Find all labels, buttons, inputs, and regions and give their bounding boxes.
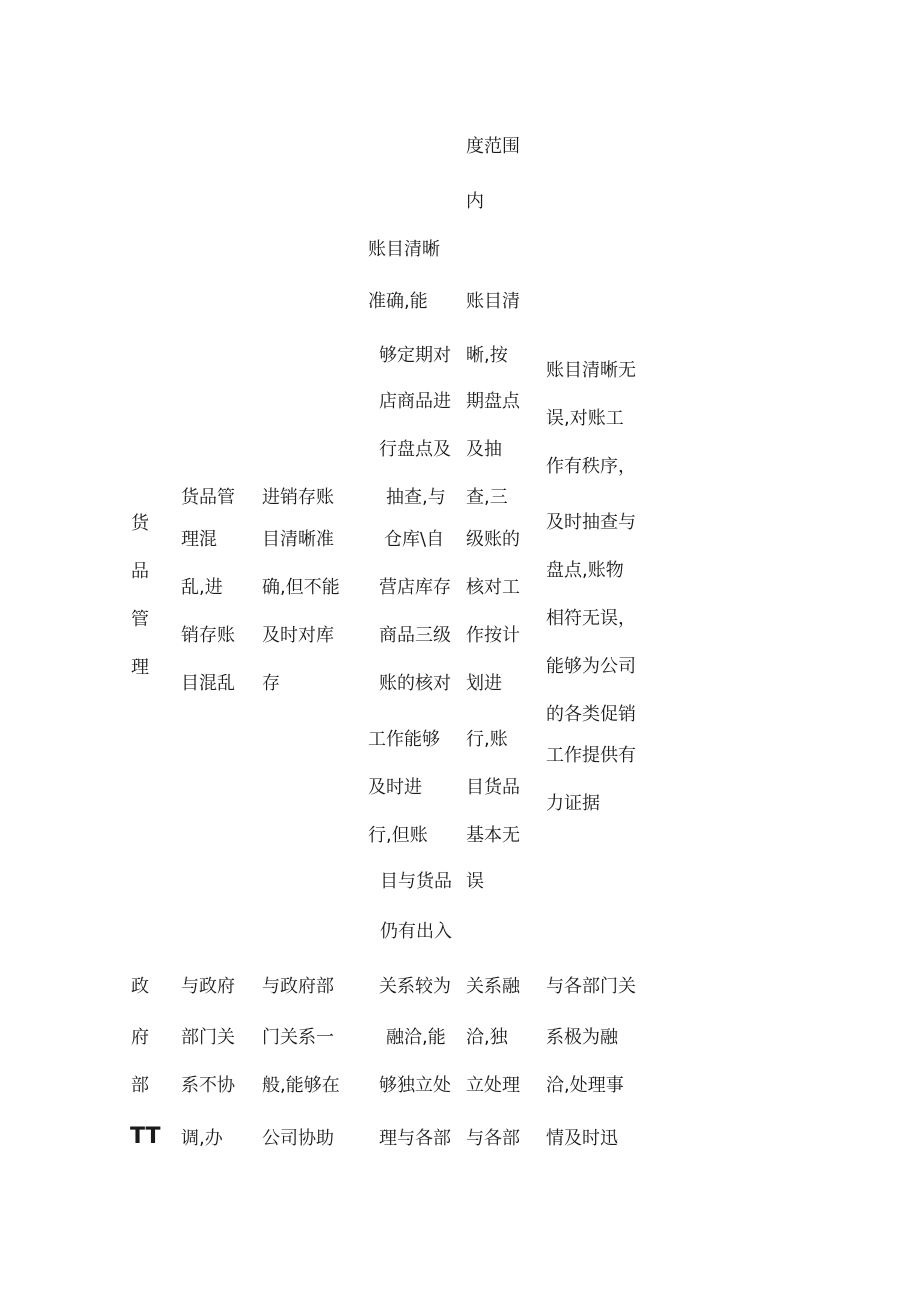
cell-line: 工作提供有 (546, 745, 636, 766)
cell-line: 账目清 (466, 291, 520, 312)
cell-line: 及时抽查与 (546, 512, 636, 533)
cell-line: 内 (466, 191, 484, 212)
cell-line: 度范围 (466, 136, 520, 157)
cell-line: 晰,按 (466, 345, 508, 366)
cell-line: 账目清晰无 (546, 360, 636, 381)
cell-line: 理 (131, 657, 149, 678)
cell-line: 管 (131, 609, 149, 630)
cell-line: 与政府部 (262, 976, 334, 997)
cell-line: 洽,独 (466, 1027, 508, 1048)
cell-line: 公司协助 (262, 1128, 334, 1149)
cell-line: 行,但账 (368, 825, 428, 846)
cell-line: 相符无误， (546, 608, 636, 629)
cell-line: 的各类促销 (546, 704, 636, 725)
cell-line: 店商品进 (379, 391, 451, 412)
cell-line: 部 (131, 1075, 149, 1096)
cell-line: 系不协 (181, 1075, 235, 1096)
cell-line: 融洽,能 (386, 1027, 446, 1048)
cell-line: 期盘点 (466, 391, 520, 412)
cell-line: 基本无 (466, 825, 520, 846)
cell-line: 力证据 (546, 793, 600, 814)
cell-line: 能够为公司 (546, 656, 636, 677)
cell-line: 货品管 (181, 487, 235, 508)
cell-line: 进销存账 (262, 487, 334, 508)
cell-line: 行盘点及 (379, 439, 451, 460)
cell-line: 抽查,与 (386, 487, 446, 508)
cell-line: 理混 (181, 529, 217, 550)
cell-line: 品 (131, 561, 149, 582)
cell-line: 仍有出入 (380, 921, 452, 942)
cell-line: TT (130, 1124, 161, 1149)
cell-line: 及时进 (368, 777, 422, 798)
cell-line: 关系融 (466, 976, 520, 997)
cell-line: 关系较为 (379, 976, 451, 997)
cell-line: 立处理 (466, 1075, 520, 1096)
cell-line: 目货品 (466, 777, 520, 798)
cell-line: 调,办 (181, 1128, 223, 1149)
cell-line: 确,但不能 (262, 577, 340, 598)
cell-line: 目混乱 (181, 673, 235, 694)
cell-line: 府 (131, 1027, 149, 1048)
cell-line: 系极为融 (546, 1027, 618, 1048)
cell-line: 乱,进 (181, 577, 223, 598)
cell-line: 与各部 (466, 1128, 520, 1149)
cell-line: 存 (262, 673, 280, 694)
cell-line: 够定期对 (379, 345, 451, 366)
cell-line: 误,对账工 (546, 408, 624, 429)
cell-line: 核对工 (466, 577, 520, 598)
cell-line: 及时对库 (262, 625, 334, 646)
cell-line: 销存账 (181, 625, 235, 646)
cell-line: 够独立处 (379, 1075, 451, 1096)
cell-line: 情及时迅 (546, 1128, 618, 1149)
cell-line: 行,账 (466, 729, 508, 750)
cell-line: 准确,能 (368, 291, 428, 312)
cell-line: 目清晰准 (262, 529, 334, 550)
cell-line: 仓库\自 (384, 529, 445, 550)
cell-line: 作按计 (466, 625, 520, 646)
cell-line: 政 (131, 976, 149, 997)
cell-line: 营店库存 (379, 577, 451, 598)
cell-line: 目与货品 (380, 871, 452, 892)
cell-line: 作有秩序， (546, 456, 636, 477)
cell-line: 误 (466, 871, 484, 892)
cell-line: 工作能够 (368, 729, 440, 750)
cell-line: 门关系一 (262, 1027, 334, 1048)
cell-line: 货 (131, 513, 149, 534)
cell-line: 洽,处理事 (546, 1075, 624, 1096)
cell-line: 般,能够在 (262, 1075, 340, 1096)
cell-line: 与各部门关 (546, 976, 636, 997)
cell-line: 与政府 (181, 976, 235, 997)
cell-line: 理与各部 (379, 1128, 451, 1149)
cell-line: 级账的 (466, 529, 520, 550)
cell-line: 商品三级 (379, 625, 451, 646)
cell-line: 盘点,账物 (546, 560, 624, 581)
cell-line: 账目清晰 (368, 239, 440, 260)
cell-line: 部门关 (181, 1027, 235, 1048)
cell-line: 及抽 (466, 439, 502, 460)
cell-line: 查,三 (466, 487, 508, 508)
cell-line: 账的核对 (379, 673, 451, 694)
cell-line: 划进 (466, 673, 502, 694)
